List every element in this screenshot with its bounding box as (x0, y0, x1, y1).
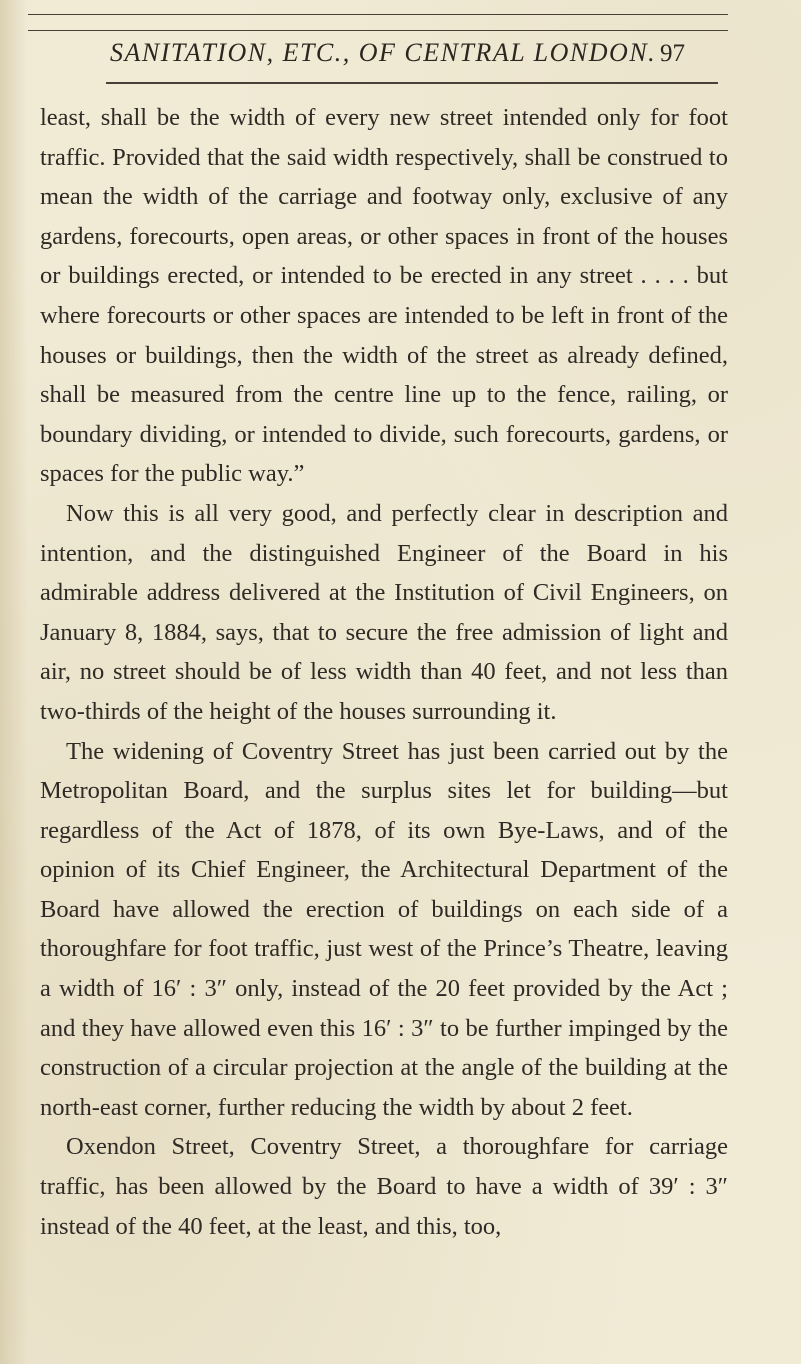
paragraph: least, shall be the width of every new street intended only for foot traffic. Provided that the said width respectively, shall be construed to mean the width of the carriage and footway only, exclusive of any gardens, forecourts, open areas, or other spaces in front of the houses or buildings erected, or intended to be erected in any street . . . . but where forecourts or other spaces are intended to be left in front of the houses or buildings, then the width of the street as already defined, shall be measured from the centre line up to the fence, railing, or boundary dividing, or intended to divide, such forecourts, gardens, or spaces for the public way.” (40, 104, 728, 488)
paragraph: Oxendon Street, Coventry Street, a thoroughfare for carriage traffic, has been allowed by the Board to have a width of 39′ : 3″ instead of the 40 feet, at the least, and this, too, (40, 1133, 728, 1240)
binding-shadow (0, 0, 28, 1364)
top-rule (28, 30, 728, 31)
top-rule (28, 14, 728, 15)
body-text (40, 98, 728, 1246)
page-number: 97 (660, 40, 685, 67)
paragraph: Now this is all very good, and perfectly clear in description and intention, and the distinguished Engineer of the Board in his admirable address delivered at the Institution of Civil Engineers, on January 8, 1884, says, that to secure the free admission of light and air, no street should be of less width than 40 feet, and not less than two-thirds of the height of the houses surrounding it. (40, 499, 728, 725)
header-rule (106, 82, 718, 84)
paragraph: The widening of Coventry Street has just been carried out by the Metropolitan Board, and the surplus sites let for building—but regardless of the Act of 1878, of its own Bye-Laws, and of the opinion of its Chief Engineer, the Architectural Department of the Board have allowed the erection of buildings on each side of a thoroughfare for foot traffic, just west of the Prince’s Theatre, leaving a width of 16′ : 3″ only, instead of the 20 feet provided by the Act ; and they have allowed even this 16′ : 3″ to be further impinged by the construction of a circular projection at the angle of the building at the north-east corner, further reducing the width by about 2 feet. (40, 737, 728, 1121)
running-head: SANITATION, ETC., OF CENTRAL LONDON. (110, 38, 657, 67)
